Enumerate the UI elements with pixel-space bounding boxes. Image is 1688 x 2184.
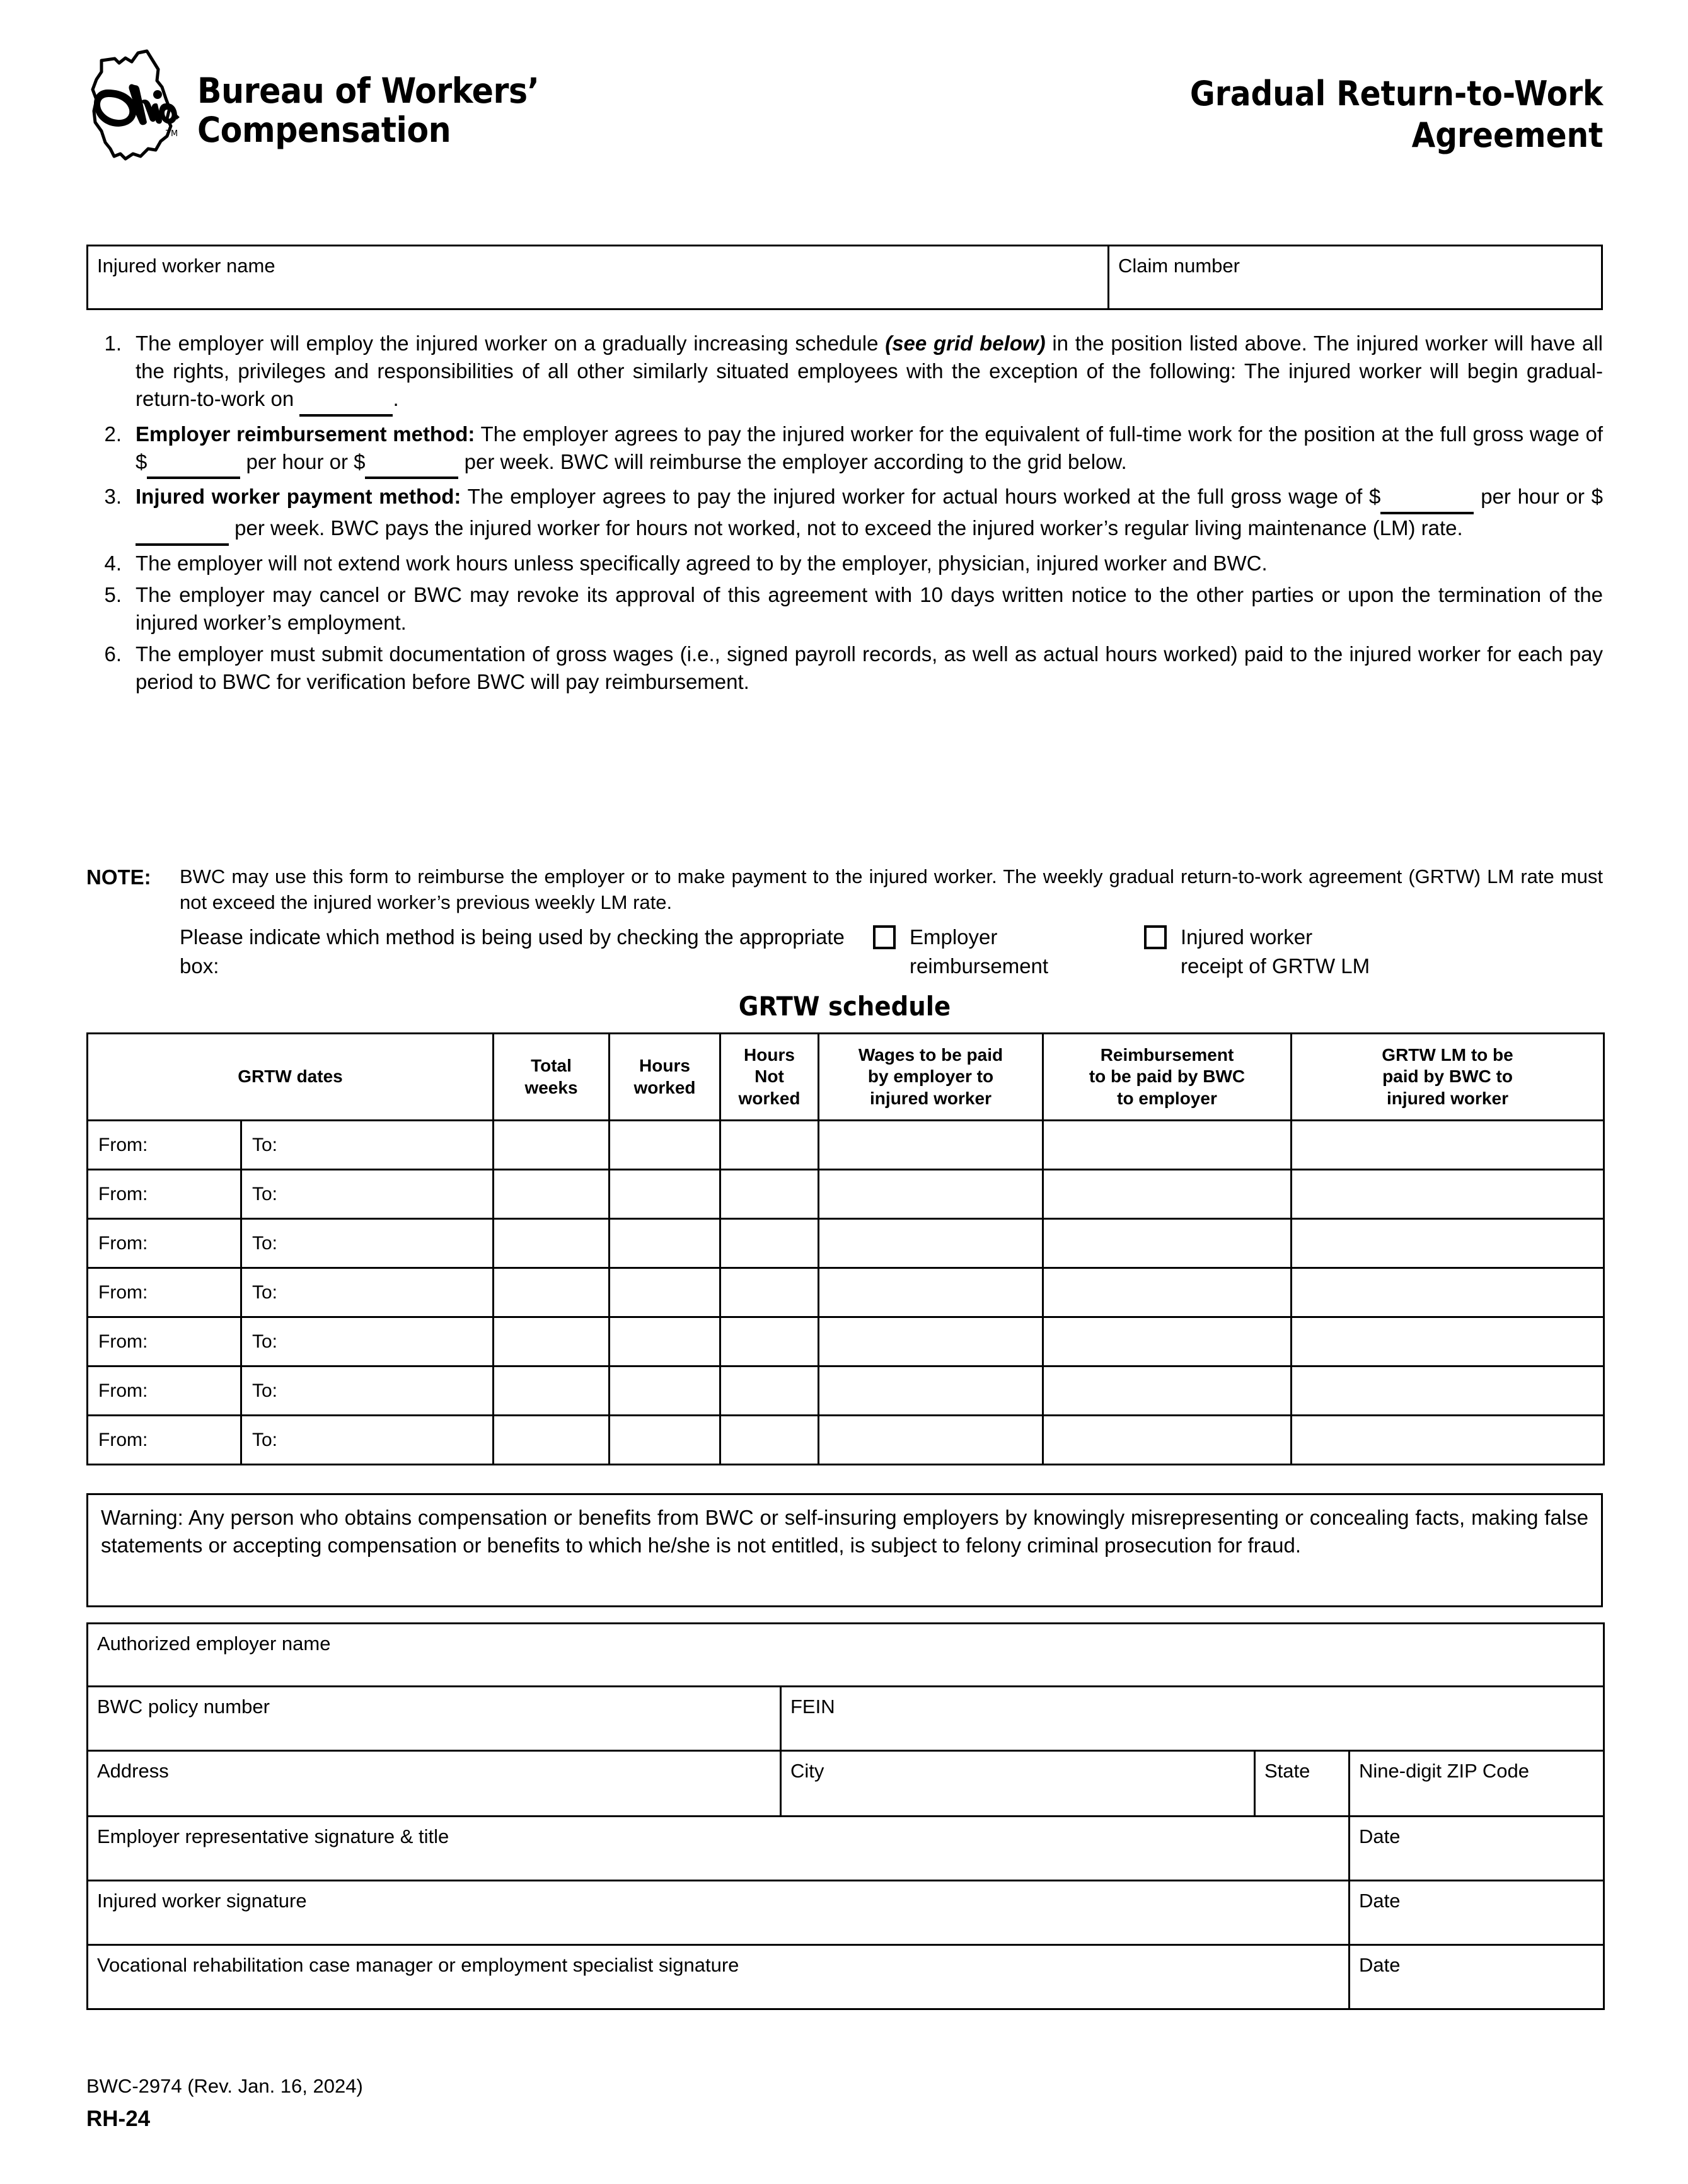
grtw-reimbursement-bwc-cell[interactable] — [1043, 1170, 1292, 1219]
term-text — [136, 420, 1603, 480]
voc-rehab-signature-label: Vocational rehabilitation case manager or employment specialist signature — [97, 1954, 739, 1976]
fill-in-blank[interactable] — [365, 449, 458, 480]
term-run: . — [393, 386, 399, 410]
row-authorized-employer-name — [88, 1624, 1604, 1687]
row-policy-fein — [88, 1687, 1604, 1751]
term-run: The employer must submit documentation of gross wages (i.e., signed payroll records, as well as actual hours worked) paid to the injured worker for each pay period to BWC for verification before BWC will pay reimbursement. — [136, 642, 1603, 693]
grtw-schedule-title: GRTW schedule — [738, 991, 951, 1022]
grtw-to-cell[interactable]: To: — [241, 1268, 494, 1317]
grtw-grtw-lm-cell[interactable] — [1292, 1366, 1604, 1416]
employer-rep-signature-field[interactable] — [88, 1817, 1350, 1881]
term-run: The employer agrees to pay the injured worker for the equivalent of full-time work for the position at the full gross wage of $ — [136, 422, 1604, 473]
term-run: The employer will not extend work hours unless specifically agreed to by the employer, physician, injured worker and BWC. — [136, 552, 1268, 575]
term-text — [136, 640, 1603, 696]
injured-worker-signature-label: Injured worker signature — [97, 1890, 307, 1912]
grtw-grtw-lm-cell[interactable] — [1292, 1219, 1604, 1268]
grtw-grtw-lm-cell[interactable] — [1292, 1268, 1604, 1317]
voc-rehab-date-label: Date — [1359, 1954, 1401, 1976]
table-row — [88, 1219, 1604, 1268]
grtw-wages-by-employer-cell[interactable] — [819, 1317, 1043, 1366]
term-number: 4. — [104, 552, 122, 575]
term-run: per week. BWC will reimburse the employer according to the grid below. — [458, 449, 1127, 473]
page-header — [86, 53, 1603, 179]
row-employer-rep-signature — [88, 1817, 1604, 1881]
agency-name — [197, 53, 569, 149]
grtw-from-cell[interactable]: From: — [88, 1219, 241, 1268]
term-emphasis: Injured worker payment method: — [136, 485, 461, 509]
grtw-grtw-lm-cell[interactable] — [1292, 1416, 1604, 1465]
city-field[interactable] — [781, 1751, 1255, 1817]
grtw-from-cell[interactable]: From: — [88, 1416, 241, 1465]
term-item — [86, 330, 1603, 417]
voc-rehab-signature-field[interactable] — [88, 1945, 1350, 2009]
state-label: State — [1264, 1760, 1310, 1782]
grtw-wages-by-employer-cell[interactable] — [819, 1268, 1043, 1317]
grtw-col-hours-not-worked — [720, 1034, 819, 1121]
term-run: per hour or $ — [240, 449, 366, 473]
term-number: 5. — [104, 583, 122, 606]
row-voc-rehab-signature — [88, 1945, 1604, 2009]
grtw-to-cell[interactable]: To: — [241, 1366, 494, 1416]
grtw-header-line: to employer — [1117, 1088, 1217, 1108]
table-row — [88, 1366, 1604, 1416]
term-text — [136, 581, 1603, 637]
bwc-policy-number-label: BWC policy number — [97, 1696, 270, 1718]
grtw-col-wages-employer — [819, 1034, 1043, 1121]
table-row — [88, 1170, 1604, 1219]
term-item — [86, 550, 1603, 577]
term-text — [136, 330, 1603, 417]
method-option-injured-worker-lm[interactable] — [1144, 923, 1370, 980]
grtw-from-cell[interactable]: From: — [88, 1366, 241, 1416]
row-injured-worker-signature — [88, 1881, 1604, 1945]
opt0-line1: Employer — [910, 925, 998, 949]
employer-signature-table — [86, 1622, 1605, 2010]
grtw-reimbursement-bwc-cell[interactable] — [1043, 1416, 1292, 1465]
term-run: per week. BWC pays the injured worker for hours not worked, not to exceed the injured worker’s regular living maintenance (LM) rate. — [229, 516, 1463, 540]
grtw-header-line: by employer to — [867, 1066, 994, 1087]
term-run: in the position listed above. The injured worker will have all the rights, privileges and responsibilities of all other similarly situated employees with the exception of the following: The injured worker will begin gradual-return-to-work on — [136, 332, 1603, 410]
grtw-reimbursement-bwc-cell[interactable] — [1043, 1219, 1292, 1268]
injured-worker-signature-field[interactable] — [88, 1881, 1350, 1945]
fraud-warning: Warning: Any person who obtains compensation or benefits from BWC or self-insuring employers by knowingly misrepresenting or concealing facts, making false statements or accepting compensation or benefits to which he/she is not entitled, is subject to felony criminal prosecution for fraud. — [86, 1493, 1603, 1607]
state-field[interactable] — [1255, 1751, 1350, 1817]
fill-in-blank[interactable] — [136, 516, 229, 546]
grtw-header-line: GRTW dates — [238, 1066, 343, 1087]
grtw-hours-worked-cell[interactable] — [610, 1219, 720, 1268]
note-text: BWC may use this form to reimburse the employer or to make payment to the injured worker. The weekly gradual return-to-work agreement (GRTW) LM rate must not exceed the injured worker’s previous weekly LM rate. — [180, 865, 1603, 914]
employer-rep-signature-label: Employer representative signature & title — [97, 1825, 449, 1847]
grtw-wages-by-employer-cell[interactable] — [819, 1219, 1043, 1268]
grtw-hours-worked-cell[interactable] — [610, 1170, 720, 1219]
grtw-header-row — [88, 1034, 1604, 1121]
agency-name-line1: Bureau of Workers’ — [197, 71, 540, 111]
authorized-employer-name-field[interactable] — [88, 1624, 1604, 1687]
opt1-line2: receipt of GRTW LM — [1181, 954, 1370, 978]
term-item — [86, 420, 1603, 480]
ohio-state-outline-logo — [86, 48, 181, 168]
term-item — [86, 483, 1603, 546]
grtw-header-line: weeks — [524, 1077, 578, 1097]
grtw-to-cell[interactable]: To: — [241, 1170, 494, 1219]
grtw-header-line: Reimbursement — [1100, 1045, 1234, 1065]
grtw-header-line: Wages to be paid — [858, 1045, 1003, 1065]
form-revision: BWC-2974 (Rev. Jan. 16, 2024) — [86, 2075, 363, 2097]
address-label: Address — [97, 1760, 169, 1782]
grtw-total-weeks-cell[interactable] — [494, 1366, 610, 1416]
opt0-line2: reimbursement — [910, 954, 1049, 978]
term-run: The employer will employ the injured worker on a gradually increasing schedule — [136, 332, 886, 355]
page-title-line1: Gradual Return-to-Work — [1189, 74, 1603, 113]
term-emphasis: Employer reimbursement method: — [136, 422, 475, 446]
row-address — [88, 1751, 1604, 1817]
grtw-hours-not-worked-cell[interactable] — [720, 1121, 819, 1170]
grtw-total-weeks-cell[interactable] — [494, 1219, 610, 1268]
agency-name-line2: Compensation — [197, 109, 451, 150]
grtw-reimbursement-bwc-cell[interactable] — [1043, 1121, 1292, 1170]
table-row — [88, 1121, 1604, 1170]
form-code: RH-24 — [86, 2106, 151, 2131]
grtw-hours-worked-cell[interactable] — [610, 1317, 720, 1366]
term-item — [86, 640, 1603, 696]
fill-in-blank[interactable] — [299, 386, 393, 417]
grtw-wages-by-employer-cell[interactable] — [819, 1366, 1043, 1416]
employer-reimbursement-label — [910, 923, 1048, 980]
grtw-wages-by-employer-cell[interactable] — [819, 1416, 1043, 1465]
grtw-from-cell[interactable]: From: — [88, 1121, 241, 1170]
grtw-to-cell[interactable]: To: — [241, 1317, 494, 1366]
grtw-hours-not-worked-cell[interactable] — [720, 1317, 819, 1366]
grtw-header-line: GRTW LM to be — [1382, 1045, 1513, 1065]
grtw-hours-worked-cell[interactable] — [610, 1268, 720, 1317]
injured-worker-date-label: Date — [1359, 1890, 1401, 1912]
grtw-grtw-lm-cell[interactable] — [1292, 1317, 1604, 1366]
grtw-hours-not-worked-cell[interactable] — [720, 1366, 819, 1416]
grtw-col-total-weeks — [494, 1034, 610, 1121]
grtw-hours-worked-cell[interactable] — [610, 1416, 720, 1465]
employer-rep-date-field[interactable] — [1350, 1817, 1604, 1881]
grtw-header-line: paid by BWC to — [1382, 1066, 1513, 1087]
term-number: 3. — [104, 485, 122, 509]
grtw-hours-worked-cell[interactable] — [610, 1121, 720, 1170]
method-prompt: Please indicate which method is being used by checking the appropriate box: — [180, 925, 845, 978]
fein-field[interactable] — [781, 1687, 1604, 1751]
term-number: 2. — [104, 422, 122, 446]
table-row — [88, 1317, 1604, 1366]
grtw-hours-not-worked-cell[interactable] — [720, 1170, 819, 1219]
agency-brand — [86, 53, 569, 168]
opt1-line1: Injured worker — [1181, 925, 1313, 949]
grtw-header-line: Hours — [639, 1056, 690, 1076]
city-label: City — [790, 1760, 824, 1782]
injured-worker-name-field[interactable] — [88, 246, 1109, 308]
term-text — [136, 483, 1603, 546]
grtw-to-cell[interactable]: To: — [241, 1416, 494, 1465]
grtw-from-cell[interactable]: From: — [88, 1170, 241, 1219]
grtw-total-weeks-cell[interactable] — [494, 1121, 610, 1170]
grtw-header-line: Not — [754, 1066, 784, 1087]
grtw-total-weeks-cell[interactable] — [494, 1170, 610, 1219]
zip-label: Nine-digit ZIP Code — [1359, 1760, 1529, 1782]
identity-box — [86, 245, 1603, 310]
method-option-employer-reimbursement[interactable] — [873, 923, 1144, 980]
note-block — [86, 864, 1603, 915]
grtw-grtw-lm-cell[interactable] — [1292, 1121, 1604, 1170]
term-emphasis-italic: (see grid below) — [885, 332, 1046, 355]
grtw-hours-not-worked-cell[interactable] — [720, 1416, 819, 1465]
injured-worker-date-field[interactable] — [1350, 1881, 1604, 1945]
grtw-header-line: to be paid by BWC — [1089, 1066, 1246, 1087]
bwc-policy-number-field[interactable] — [88, 1687, 781, 1751]
term-run: per hour or $ — [1474, 485, 1603, 509]
injured-worker-lm-checkbox[interactable] — [1144, 925, 1167, 949]
grtw-header-line: worked — [738, 1088, 801, 1108]
grtw-wages-by-employer-cell[interactable] — [819, 1170, 1043, 1219]
table-row — [88, 1268, 1604, 1317]
fill-in-blank[interactable] — [147, 449, 240, 480]
term-number: 6. — [104, 642, 122, 666]
injured-worker-name-label: Injured worker name — [97, 255, 275, 277]
term-number: 1. — [104, 332, 122, 355]
grtw-hours-worked-cell[interactable] — [610, 1366, 720, 1416]
fein-label: FEIN — [790, 1696, 835, 1718]
grtw-header-line: injured worker — [1387, 1088, 1508, 1108]
grtw-from-cell[interactable]: From: — [88, 1268, 241, 1317]
injured-worker-lm-label — [1181, 923, 1370, 980]
employer-rep-date-label: Date — [1359, 1825, 1401, 1847]
terms-list — [86, 330, 1603, 700]
authorized-employer-name-label: Authorized employer name — [97, 1632, 331, 1655]
term-text — [136, 550, 1603, 577]
method-selection-row — [180, 923, 1603, 980]
grtw-grtw-lm-cell[interactable] — [1292, 1170, 1604, 1219]
term-item — [86, 581, 1603, 637]
term-run: The employer may cancel or BWC may revoke its approval of this agreement with 10 days written notice to the other parties or upon the termination of the injured worker’s employment. — [136, 583, 1603, 634]
grtw-header-line: worked — [633, 1077, 696, 1097]
grtw-schedule-table — [86, 1032, 1605, 1465]
grtw-total-weeks-cell[interactable] — [494, 1416, 610, 1465]
grtw-hours-not-worked-cell[interactable] — [720, 1268, 819, 1317]
grtw-to-cell[interactable]: To: — [241, 1121, 494, 1170]
claim-number-field[interactable] — [1109, 246, 1601, 308]
form-footer — [86, 2074, 363, 2134]
grtw-hours-not-worked-cell[interactable] — [720, 1219, 819, 1268]
employer-reimbursement-checkbox[interactable] — [873, 925, 896, 949]
grtw-reimbursement-bwc-cell[interactable] — [1043, 1317, 1292, 1366]
grtw-header-line: Total — [531, 1056, 572, 1076]
grtw-header-line: Hours — [744, 1045, 795, 1065]
grtw-total-weeks-cell[interactable] — [494, 1317, 610, 1366]
page-title — [1189, 53, 1603, 156]
grtw-reimbursement-bwc-cell[interactable] — [1043, 1268, 1292, 1317]
address-field[interactable] — [88, 1751, 781, 1817]
grtw-col-grtw-lm — [1292, 1034, 1604, 1121]
grtw-col-reimbursement-bwc — [1043, 1034, 1292, 1121]
grtw-wages-by-employer-cell[interactable] — [819, 1121, 1043, 1170]
table-row — [88, 1416, 1604, 1465]
grtw-from-cell[interactable]: From: — [88, 1317, 241, 1366]
grtw-col-dates — [88, 1034, 494, 1121]
svg-text:TM: TM — [166, 129, 178, 139]
grtw-total-weeks-cell[interactable] — [494, 1268, 610, 1317]
grtw-col-hours-worked — [610, 1034, 720, 1121]
note-label: NOTE: — [86, 865, 151, 889]
voc-rehab-date-field[interactable] — [1350, 1945, 1604, 2009]
fill-in-blank[interactable] — [1380, 484, 1474, 514]
claim-number-label: Claim number — [1118, 255, 1240, 277]
term-run: The employer agrees to pay the injured worker for actual hours worked at the full gross wage of $ — [461, 485, 1381, 509]
grtw-to-cell[interactable]: To: — [241, 1219, 494, 1268]
zip-field[interactable] — [1350, 1751, 1604, 1817]
grtw-header-line: injured worker — [870, 1088, 991, 1108]
grtw-reimbursement-bwc-cell[interactable] — [1043, 1366, 1292, 1416]
page-title-line2: Agreement — [1411, 115, 1603, 155]
